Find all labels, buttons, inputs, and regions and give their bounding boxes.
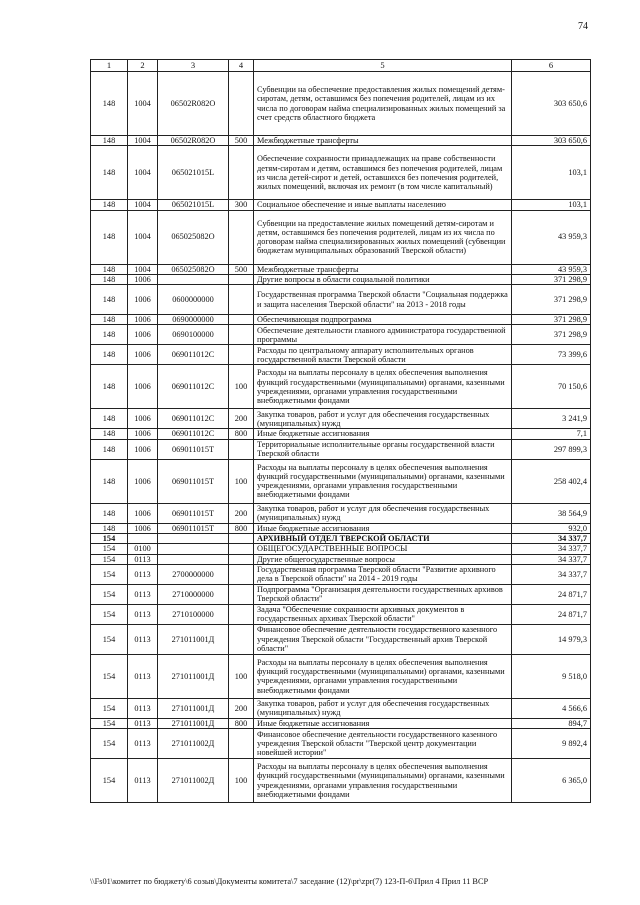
header-col-3: 3	[158, 60, 229, 72]
ministry-code-cell: 154	[91, 604, 128, 624]
expense-type-cell	[229, 325, 254, 345]
section-code-cell: 1006	[128, 439, 158, 459]
amount-cell: 371 298,9	[512, 274, 591, 284]
ministry-code-cell: 154	[91, 654, 128, 698]
ministry-code-cell: 154	[91, 544, 128, 554]
ministry-code-cell: 148	[91, 136, 128, 146]
target-article-cell: 069011015T	[158, 459, 229, 503]
amount-cell: 894,7	[512, 718, 591, 728]
expense-type-cell	[229, 624, 254, 654]
section-code-cell: 1006	[128, 503, 158, 523]
section-code-cell: 0113	[128, 654, 158, 698]
section-code-cell: 0100	[128, 544, 158, 554]
amount-cell: 24 871,7	[512, 604, 591, 624]
ministry-code-cell: 148	[91, 409, 128, 429]
target-article-cell: 065025082O	[158, 264, 229, 274]
file-path-footer: \\Fs01\комитет по бюджету\6 созыв\Документы комитета\7 заседание (12)\pr\zpr(7) 123-П-6\Прил 4 Прил 11 ВСР	[90, 877, 489, 886]
amount-cell: 24 871,7	[512, 584, 591, 604]
amount-cell: 34 337,7	[512, 564, 591, 584]
description-cell: Субвенции на предоставление жилых помещений детям-сиротам и детям, оставшимся без попечения родителей, лицам из их числа по договорам найма специализированных жилых помещений (субвенции бюджетам муниципальных образований Тверской области)	[254, 210, 512, 264]
expense-type-cell: 200	[229, 503, 254, 523]
table-row	[91, 654, 591, 698]
description-cell: Расходы по центральному аппарату исполнительных органов государственной власти Тверской области	[254, 345, 512, 365]
expense-type-cell	[229, 345, 254, 365]
description-cell: Обеспечивающая подпрограмма	[254, 315, 512, 325]
description-cell: Обеспечение сохранности принадлежащих на праве собственности детям-сиротам и детям, оставшимся без попечения родителей, лицам из числа детей-сирот и детей, оставшихся без попечения родителей, жилых помещений, включая их ремонт (в том числе капитальный)	[254, 146, 512, 200]
amount-cell: 6 365,0	[512, 759, 591, 803]
ministry-code-cell: 154	[91, 624, 128, 654]
expense-type-cell	[229, 210, 254, 264]
section-code-cell: 0113	[128, 554, 158, 564]
ministry-code-cell: 148	[91, 264, 128, 274]
table-row	[91, 564, 591, 584]
expense-type-cell: 100	[229, 759, 254, 803]
amount-cell: 34 337,7	[512, 533, 591, 543]
section-code-cell: 1006	[128, 459, 158, 503]
amount-cell: 303 650,6	[512, 72, 591, 136]
section-code-cell: 0113	[128, 604, 158, 624]
amount-cell: 303 650,6	[512, 136, 591, 146]
ministry-code-cell: 148	[91, 365, 128, 409]
amount-cell: 103,1	[512, 200, 591, 210]
amount-cell: 4 566,6	[512, 698, 591, 718]
header-col-4: 4	[229, 60, 254, 72]
ministry-code-cell: 148	[91, 439, 128, 459]
ministry-code-cell: 148	[91, 523, 128, 533]
table-row	[91, 729, 591, 759]
amount-cell: 3 241,9	[512, 409, 591, 429]
description-cell: Другие общегосударственные вопросы	[254, 554, 512, 564]
description-cell: Иные бюджетные ассигнования	[254, 523, 512, 533]
target-article-cell: 271011002Д	[158, 759, 229, 803]
section-code-cell: 1006	[128, 325, 158, 345]
section-code-cell: 1004	[128, 136, 158, 146]
description-cell: ОБЩЕГОСУДАРСТВЕННЫЕ ВОПРОСЫ	[254, 544, 512, 554]
target-article-cell: 069011012C	[158, 409, 229, 429]
ministry-code-cell: 148	[91, 345, 128, 365]
table-row	[91, 624, 591, 654]
description-cell: Закупка товаров, работ и услуг для обеспечения государственных (муниципальных) нужд	[254, 698, 512, 718]
table-row	[91, 274, 591, 284]
target-article-cell: 06502R082O	[158, 136, 229, 146]
target-article-cell: 271011001Д	[158, 654, 229, 698]
expense-type-cell	[229, 274, 254, 284]
description-cell: Государственная программа Тверской области "Развитие архивного дела в Тверской области" на 2014 - 2019 годы	[254, 564, 512, 584]
table-row	[91, 345, 591, 365]
section-code-cell: 1006	[128, 345, 158, 365]
header-col-2: 2	[128, 60, 158, 72]
amount-cell: 297 899,3	[512, 439, 591, 459]
table-row	[91, 365, 591, 409]
section-code-cell: 1006	[128, 523, 158, 533]
section-code-cell: 0113	[128, 759, 158, 803]
target-article-cell	[158, 554, 229, 564]
target-article-cell: 0600000000	[158, 285, 229, 315]
table-row	[91, 459, 591, 503]
ministry-code-cell: 148	[91, 146, 128, 200]
target-article-cell: 065021015L	[158, 146, 229, 200]
target-article-cell: 06502R082O	[158, 72, 229, 136]
amount-cell: 43 959,3	[512, 210, 591, 264]
amount-cell: 371 298,9	[512, 325, 591, 345]
description-cell: Субвенции на обеспечение предоставления жилых помещений детям-сиротам, детям, оставшимся без попечения родителей, лицам из их числа по договорам найма специализированных жилых помещений за счет средств областного бюджета	[254, 72, 512, 136]
ministry-code-cell: 148	[91, 325, 128, 345]
ministry-code-cell: 154	[91, 698, 128, 718]
description-cell: Финансовое обеспечение деятельности государственного казенного учреждения Тверской области "Государственный архив Тверской области"	[254, 624, 512, 654]
description-cell: Социальное обеспечение и иные выплаты населению	[254, 200, 512, 210]
expense-type-cell: 800	[229, 718, 254, 728]
budget-table	[90, 59, 591, 803]
amount-cell: 371 298,9	[512, 285, 591, 315]
section-code-cell: 0113	[128, 564, 158, 584]
section-code-cell: 1006	[128, 409, 158, 429]
expense-type-cell	[229, 604, 254, 624]
table-row	[91, 533, 591, 543]
ministry-code-cell: 154	[91, 584, 128, 604]
amount-cell: 14 979,3	[512, 624, 591, 654]
expense-type-cell	[229, 439, 254, 459]
table-row	[91, 544, 591, 554]
target-article-cell: 271011002Д	[158, 729, 229, 759]
description-cell: Расходы на выплаты персоналу в целях обеспечения выполнения функций государственными (муниципальными) органами, казенными учреждениями, органами управления государственными внебюджетными фондами	[254, 654, 512, 698]
page-number: 74	[578, 21, 588, 32]
table-row	[91, 584, 591, 604]
expense-type-cell	[229, 285, 254, 315]
section-code-cell: 0113	[128, 698, 158, 718]
table-row	[91, 146, 591, 200]
table-row	[91, 285, 591, 315]
description-cell: Иные бюджетные ассигнования	[254, 718, 512, 728]
section-code-cell: 0113	[128, 584, 158, 604]
amount-cell: 43 959,3	[512, 264, 591, 274]
expense-type-cell: 100	[229, 365, 254, 409]
section-code-cell: 1004	[128, 146, 158, 200]
table-row	[91, 439, 591, 459]
expense-type-cell	[229, 554, 254, 564]
expense-type-cell: 800	[229, 429, 254, 439]
target-article-cell: 069011012C	[158, 429, 229, 439]
ministry-code-cell: 154	[91, 718, 128, 728]
expense-type-cell: 100	[229, 654, 254, 698]
target-article-cell: 069011012C	[158, 365, 229, 409]
target-article-cell: 271011001Д	[158, 624, 229, 654]
table-row	[91, 409, 591, 429]
header-col-1: 1	[91, 60, 128, 72]
header-col-6: 6	[512, 60, 591, 72]
description-cell: Расходы на выплаты персоналу в целях обеспечения выполнения функций государственными (муниципальными) органами, казенными учреждениями, органами управления государственными внебюджетными фондами	[254, 365, 512, 409]
description-cell: Закупка товаров, работ и услуг для обеспечения государственных (муниципальных) нужд	[254, 409, 512, 429]
expense-type-cell	[229, 544, 254, 554]
table-row	[91, 200, 591, 210]
target-article-cell: 065021015L	[158, 200, 229, 210]
description-cell: Другие вопросы в области социальной политики	[254, 274, 512, 284]
section-code-cell: 1006	[128, 274, 158, 284]
expense-type-cell	[229, 564, 254, 584]
section-code-cell: 1004	[128, 200, 158, 210]
description-cell: Закупка товаров, работ и услуг для обеспечения государственных (муниципальных) нужд	[254, 503, 512, 523]
target-article-cell: 069011015T	[158, 503, 229, 523]
amount-cell: 70 150,6	[512, 365, 591, 409]
table-row	[91, 503, 591, 523]
ministry-code-cell: 148	[91, 210, 128, 264]
expense-type-cell	[229, 146, 254, 200]
header-col-5: 5	[254, 60, 512, 72]
description-cell: Иные бюджетные ассигнования	[254, 429, 512, 439]
description-cell: Задача "Обеспечение сохранности архивных документов в государственных архивах Тверской области"	[254, 604, 512, 624]
table-row	[91, 698, 591, 718]
amount-cell: 9 518,0	[512, 654, 591, 698]
ministry-code-cell: 148	[91, 285, 128, 315]
ministry-code-cell: 154	[91, 564, 128, 584]
table-row	[91, 72, 591, 136]
table-body	[91, 72, 591, 803]
target-article-cell: 271011001Д	[158, 698, 229, 718]
ministry-code-cell: 148	[91, 200, 128, 210]
amount-cell: 103,1	[512, 146, 591, 200]
expense-type-cell	[229, 72, 254, 136]
target-article-cell	[158, 274, 229, 284]
target-article-cell: 069011012C	[158, 345, 229, 365]
expense-type-cell	[229, 533, 254, 543]
target-article-cell: 2700000000	[158, 564, 229, 584]
amount-cell: 932,0	[512, 523, 591, 533]
table-row	[91, 136, 591, 146]
target-article-cell: 065025082O	[158, 210, 229, 264]
ministry-code-cell: 154	[91, 759, 128, 803]
section-code-cell: 1006	[128, 429, 158, 439]
ministry-code-cell: 148	[91, 459, 128, 503]
ministry-code-cell: 154	[91, 729, 128, 759]
target-article-cell: 0690000000	[158, 315, 229, 325]
ministry-code-cell: 148	[91, 72, 128, 136]
description-cell: Межбюджетные трансферты	[254, 264, 512, 274]
section-code-cell: 0113	[128, 729, 158, 759]
description-cell: АРХИВНЫЙ ОТДЕЛ ТВЕРСКОЙ ОБЛАСТИ	[254, 533, 512, 543]
expense-type-cell: 100	[229, 459, 254, 503]
description-cell: Обеспечение деятельности главного администратора государственной программы	[254, 325, 512, 345]
section-code-cell: 1004	[128, 210, 158, 264]
section-code-cell: 0113	[128, 624, 158, 654]
section-code-cell: 1004	[128, 264, 158, 274]
amount-cell: 371 298,9	[512, 315, 591, 325]
target-article-cell: 2710000000	[158, 584, 229, 604]
section-code-cell: 0113	[128, 718, 158, 728]
amount-cell: 34 337,7	[512, 554, 591, 564]
expense-type-cell: 500	[229, 136, 254, 146]
expense-type-cell: 300	[229, 200, 254, 210]
expense-type-cell: 200	[229, 409, 254, 429]
table-row	[91, 315, 591, 325]
amount-cell: 258 402,4	[512, 459, 591, 503]
expense-type-cell	[229, 729, 254, 759]
target-article-cell: 069011015T	[158, 439, 229, 459]
table-row	[91, 604, 591, 624]
ministry-code-cell: 154	[91, 533, 128, 543]
amount-cell: 73 399,6	[512, 345, 591, 365]
target-article-cell: 0690100000	[158, 325, 229, 345]
amount-cell: 34 337,7	[512, 544, 591, 554]
description-cell: Межбюджетные трансферты	[254, 136, 512, 146]
ministry-code-cell: 148	[91, 274, 128, 284]
ministry-code-cell: 148	[91, 429, 128, 439]
target-article-cell	[158, 544, 229, 554]
section-code-cell: 1004	[128, 72, 158, 136]
target-article-cell	[158, 533, 229, 543]
amount-cell: 9 892,4	[512, 729, 591, 759]
expense-type-cell: 800	[229, 523, 254, 533]
ministry-code-cell: 148	[91, 503, 128, 523]
expense-type-cell	[229, 584, 254, 604]
table-row	[91, 210, 591, 264]
amount-cell: 7,1	[512, 429, 591, 439]
target-article-cell: 069011015T	[158, 523, 229, 533]
description-cell: Подпрограмма "Организация деятельности государственных архивов Тверской области"	[254, 584, 512, 604]
description-cell: Расходы на выплаты персоналу в целях обеспечения выполнения функций государственными (муниципальными) органами, казенными учреждениями, органами управления государственными внебюджетными фондами	[254, 759, 512, 803]
table-row	[91, 264, 591, 274]
table-row	[91, 523, 591, 533]
expense-type-cell: 500	[229, 264, 254, 274]
description-cell: Территориальные исполнительные органы государственной власти Тверской области	[254, 439, 512, 459]
section-code-cell	[128, 533, 158, 543]
ministry-code-cell: 154	[91, 554, 128, 564]
expense-type-cell	[229, 315, 254, 325]
table-header-row	[91, 60, 591, 72]
description-cell: Расходы на выплаты персоналу в целях обеспечения выполнения функций государственными (муниципальными) органами, казенными учреждениями, органами управления государственными внебюджетными фондами	[254, 459, 512, 503]
description-cell: Государственная программа Тверской области "Социальная поддержка и защита населения Тверской области" на 2013 - 2018 годы	[254, 285, 512, 315]
table-row	[91, 429, 591, 439]
table-row	[91, 554, 591, 564]
section-code-cell: 1006	[128, 365, 158, 409]
table-row	[91, 718, 591, 728]
ministry-code-cell: 148	[91, 315, 128, 325]
amount-cell: 38 564,9	[512, 503, 591, 523]
expense-type-cell: 200	[229, 698, 254, 718]
section-code-cell: 1006	[128, 285, 158, 315]
table-row	[91, 325, 591, 345]
description-cell: Финансовое обеспечение деятельности государственного казенного учреждения Тверской области "Тверской центр документации новейшей истории"	[254, 729, 512, 759]
table-row	[91, 759, 591, 803]
target-article-cell: 2710100000	[158, 604, 229, 624]
target-article-cell: 271011001Д	[158, 718, 229, 728]
section-code-cell: 1006	[128, 315, 158, 325]
